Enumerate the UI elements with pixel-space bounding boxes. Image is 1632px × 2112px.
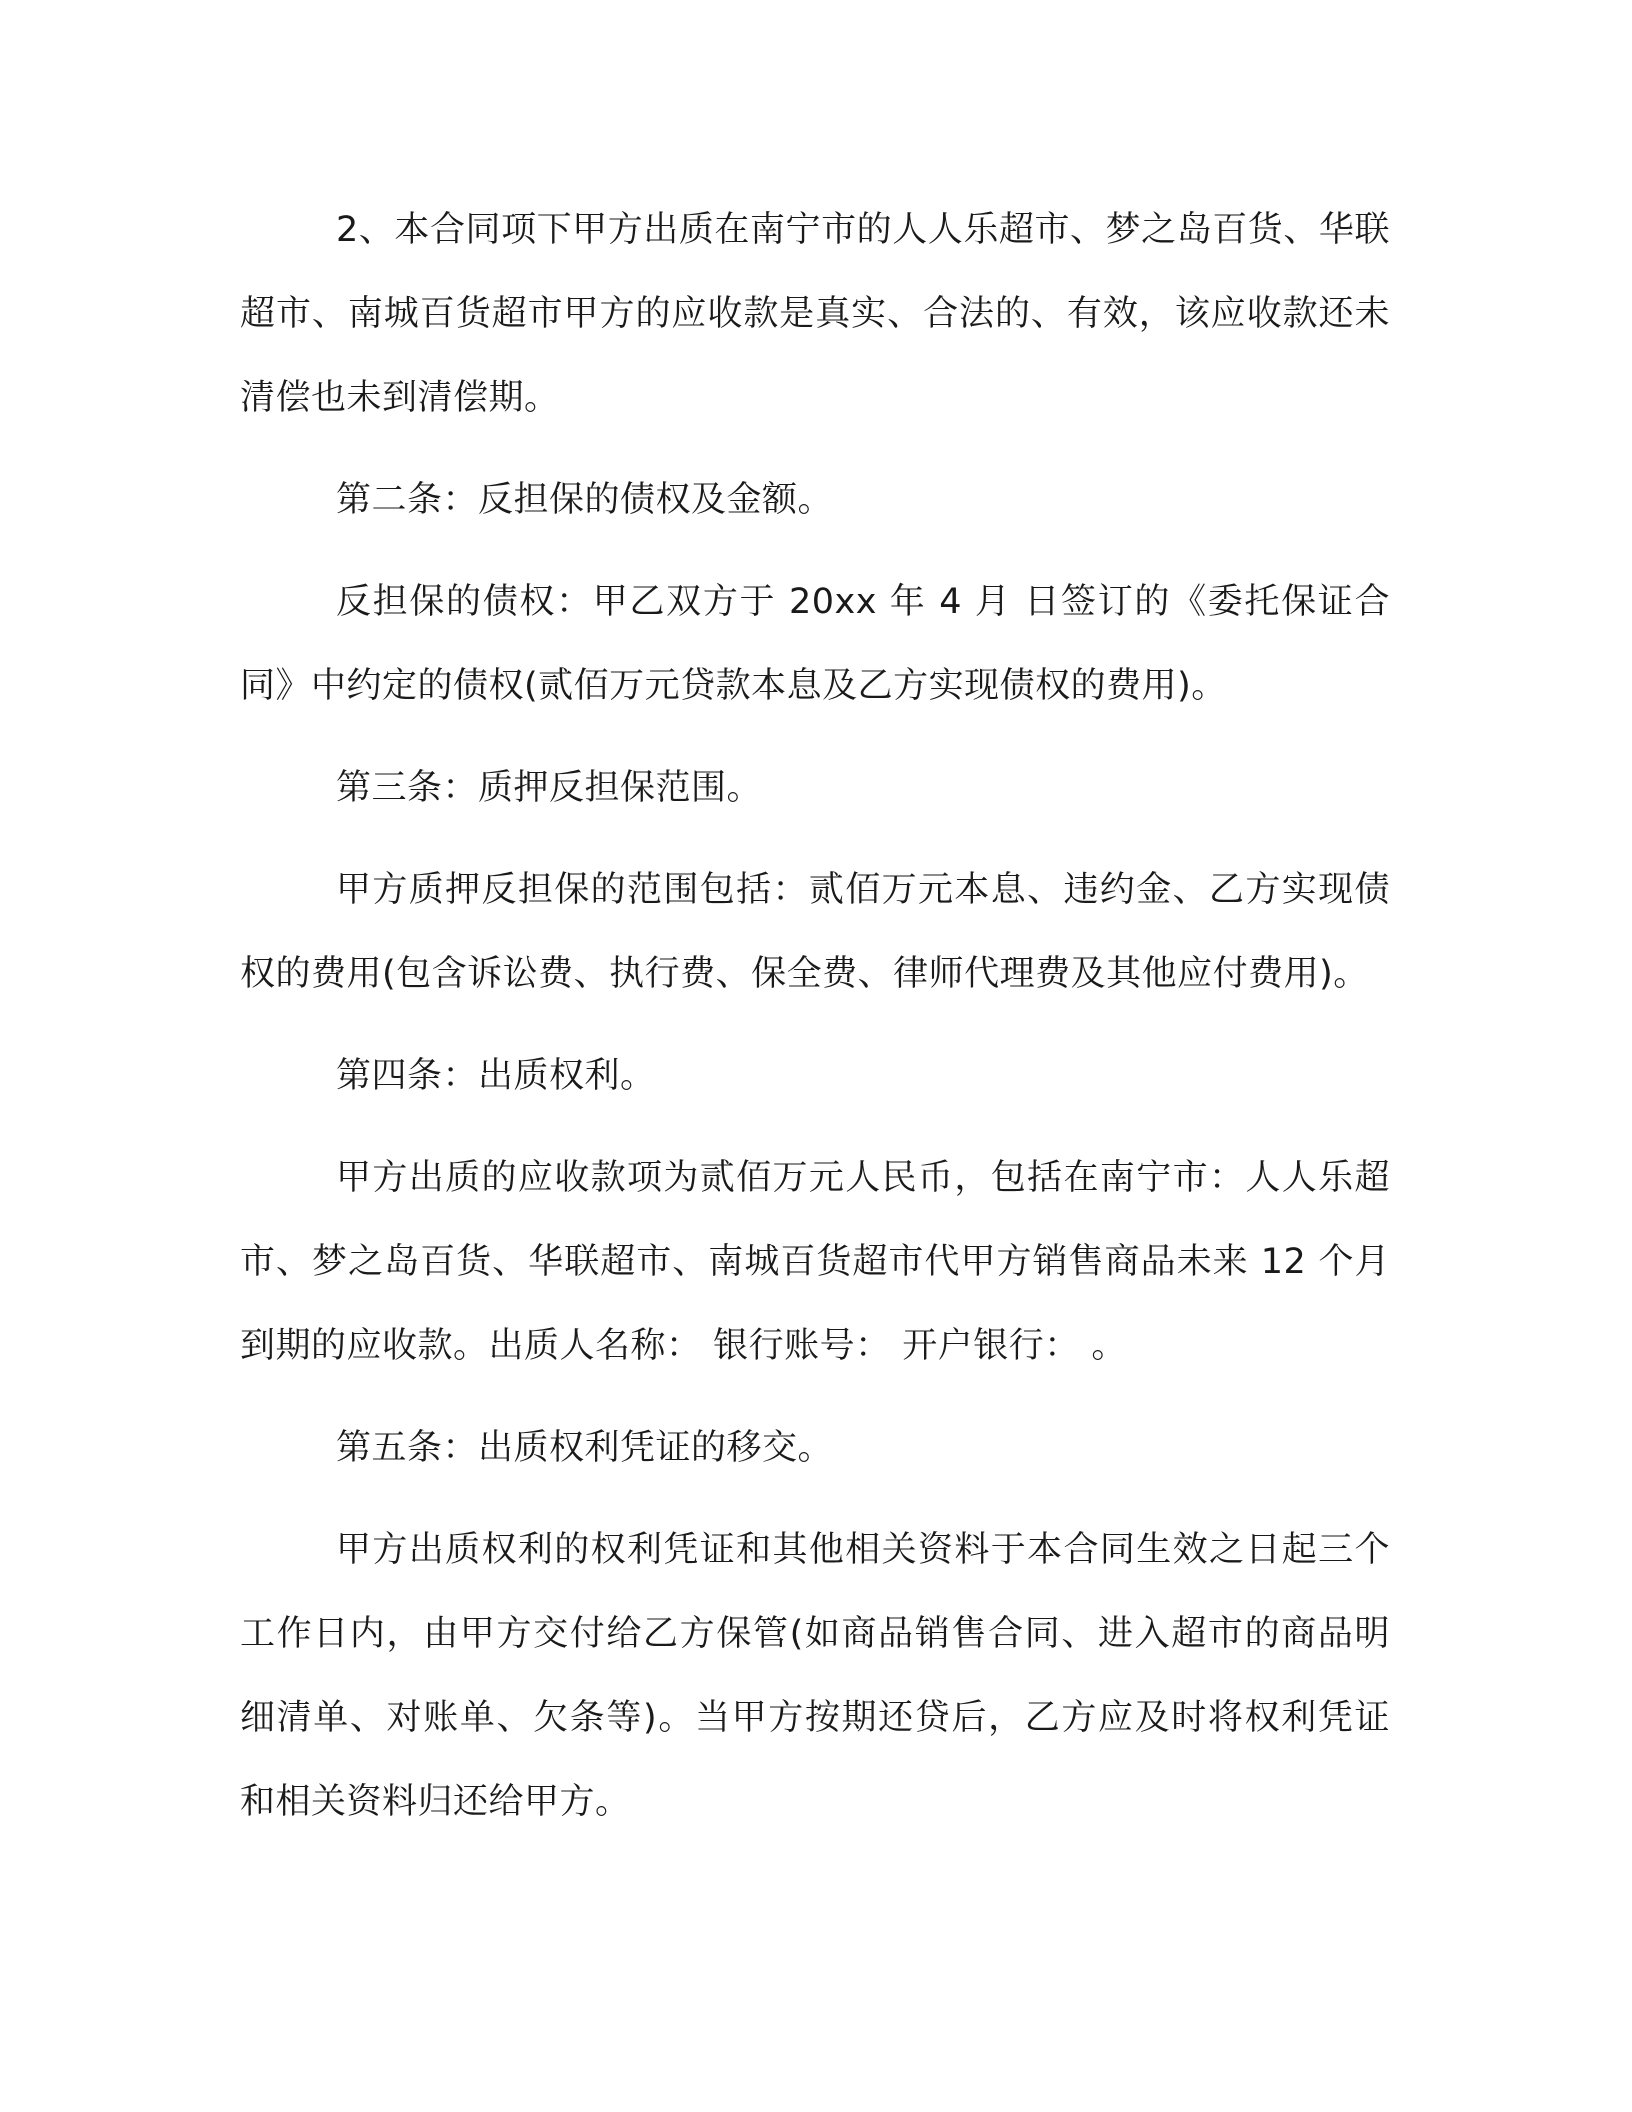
paragraph-article-2-body: 反担保的债权：甲乙双方于 20xx 年 4 月 日签订的《委托保证合同》中约定的债权(贰佰万元贷款本息及乙方实现债权的费用)。 xyxy=(240,582,1390,706)
document-body xyxy=(240,188,1390,1862)
heading-article-2: 第二条：反担保的债权及金额。 xyxy=(336,480,834,520)
paragraph-clause-2-item: 2、本合同项下甲方出质在南宁市的人人乐超市、梦之岛百货、华联超市、南城百货超市甲方的应收款是真实、合法的、有效，该应收款还未清偿也未到清偿期。 xyxy=(240,210,1390,418)
paragraph-article-3-body: 甲方质押反担保的范围包括：贰佰万元本息、违约金、乙方实现债权的费用(包含诉讼费、执行费、保全费、律师代理费及其他应付费用)。 xyxy=(240,870,1390,994)
heading-article-4: 第四条：出质权利。 xyxy=(336,1056,656,1096)
heading-article-5: 第五条：出质权利凭证的移交。 xyxy=(336,1428,834,1468)
paragraph-article-4-body: 甲方出质的应收款项为贰佰万元人民币，包括在南宁市：人人乐超市、梦之岛百货、华联超市、南城百货超市代甲方销售商品未来 12 个月到期的应收款。出质人名称： 银行账号： 开户银行： 。 xyxy=(240,1158,1390,1366)
heading-article-3: 第三条：质押反担保范围。 xyxy=(336,768,763,808)
paragraph-article-5-body: 甲方出质权利的权利凭证和其他相关资料于本合同生效之日起三个工作日内，由甲方交付给乙方保管(如商品销售合同、进入超市的商品明细清单、对账单、欠条等)。当甲方按期还贷后，乙方应及时将权利凭证和相关资料归还给甲方。 xyxy=(240,1530,1390,1822)
